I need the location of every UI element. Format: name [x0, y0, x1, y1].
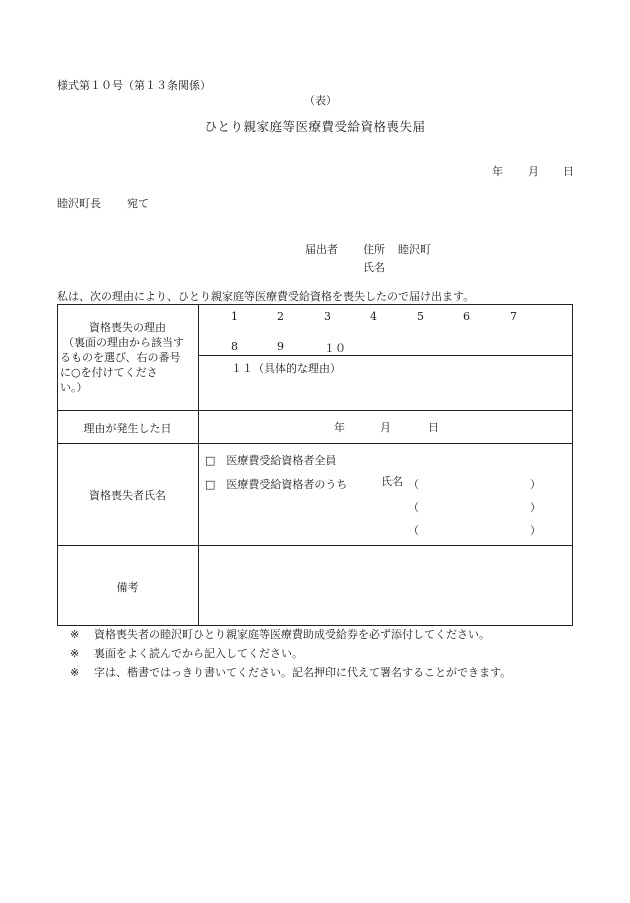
addressee-name: 睦沢町長: [57, 197, 101, 210]
remarks-field[interactable]: [199, 546, 572, 625]
option-partial[interactable]: [205, 476, 347, 492]
name-open-paren: （: [408, 524, 419, 537]
note-item: [70, 667, 511, 678]
note-text: 裏面をよく読んでから記入してください。: [94, 647, 303, 660]
address-value: 睦沢町: [398, 243, 431, 256]
remarks-label: 備考: [116, 581, 139, 594]
reason-number[interactable]: 8: [231, 340, 238, 353]
reason-number[interactable]: 7: [510, 310, 517, 323]
reason-label-line4: に○を付けてくださ: [60, 366, 158, 379]
note-item: [70, 648, 303, 659]
note-item: [70, 629, 490, 640]
date-year-label: 年: [492, 165, 503, 178]
occurrence-month-label: 月: [380, 421, 391, 434]
reason-number[interactable]: 5: [417, 310, 424, 323]
table-divider-date: [57, 443, 573, 444]
name-close-paren: ）: [530, 524, 541, 537]
note-mark: ※: [70, 628, 80, 641]
occurrence-year-label: 年: [334, 421, 345, 434]
form-side-label: （表）: [304, 94, 337, 107]
reason-label-line3: るものを選び、右の番号: [60, 351, 181, 364]
name-close-paren: ）: [530, 501, 541, 514]
date-day-label: 日: [563, 165, 574, 178]
reason-number[interactable]: １０: [324, 342, 346, 355]
applicant-label: 届出者: [305, 243, 338, 256]
reason-number[interactable]: 6: [463, 310, 470, 323]
name-open-paren: （: [408, 501, 419, 514]
reason-label-line1: 資格喪失の理由: [89, 321, 166, 334]
address-label: 住所: [363, 243, 385, 256]
occurrence-day-label: 日: [428, 421, 439, 434]
reason-label: [57, 320, 198, 395]
name-label: 氏名: [363, 261, 385, 274]
reason-label-line5: い。）: [60, 381, 88, 394]
addressee: [57, 198, 149, 209]
checkbox-icon[interactable]: □: [205, 478, 216, 491]
occurrence-date-label: 理由が発生した日: [83, 422, 172, 435]
note-mark: ※: [70, 647, 80, 660]
reason-label-line2: （裏面の理由から該当す: [63, 336, 184, 349]
date-month-label: 月: [528, 165, 539, 178]
reason-number-11[interactable]: １１（具体的な理由）: [231, 362, 341, 375]
table-divider-reason-11: [198, 355, 573, 356]
checkbox-icon[interactable]: □: [205, 454, 216, 467]
table-divider-reason: [57, 410, 573, 411]
form-number: 様式第１０号（第１３条関係）: [57, 79, 211, 92]
option-partial-label: 医療費受給資格者のうち: [226, 478, 348, 491]
note-text: 資格喪失者の睦沢町ひとり親家庭等医療費助成受給券を必ず添付してください。: [94, 628, 490, 641]
option-all-label: 医療費受給資格者全員: [226, 454, 337, 467]
note-text: 字は、楷書ではっきり書いてください。記名押印に代えて署名することができます。: [94, 666, 512, 679]
addressee-suffix: 宛て: [127, 197, 149, 210]
disqualified-person-label: 資格喪失者氏名: [89, 489, 166, 502]
option-all[interactable]: [205, 452, 336, 468]
reason-number[interactable]: 3: [324, 310, 331, 323]
reason-number[interactable]: 2: [277, 310, 284, 323]
name-close-paren: ）: [530, 478, 541, 491]
name-open-paren: （: [408, 478, 419, 491]
reason-number[interactable]: 4: [370, 310, 377, 323]
partial-name-label: 氏名: [381, 475, 403, 488]
reason-number[interactable]: 9: [277, 340, 284, 353]
note-mark: ※: [70, 666, 80, 679]
declaration-text: 私は、次の理由により、ひとり親家庭等医療費受給資格を喪失したので届け出ます。: [57, 290, 475, 303]
reason-number[interactable]: 1: [231, 310, 238, 323]
form-title: ひとり親家庭等医療費受給資格喪失届: [204, 119, 426, 134]
